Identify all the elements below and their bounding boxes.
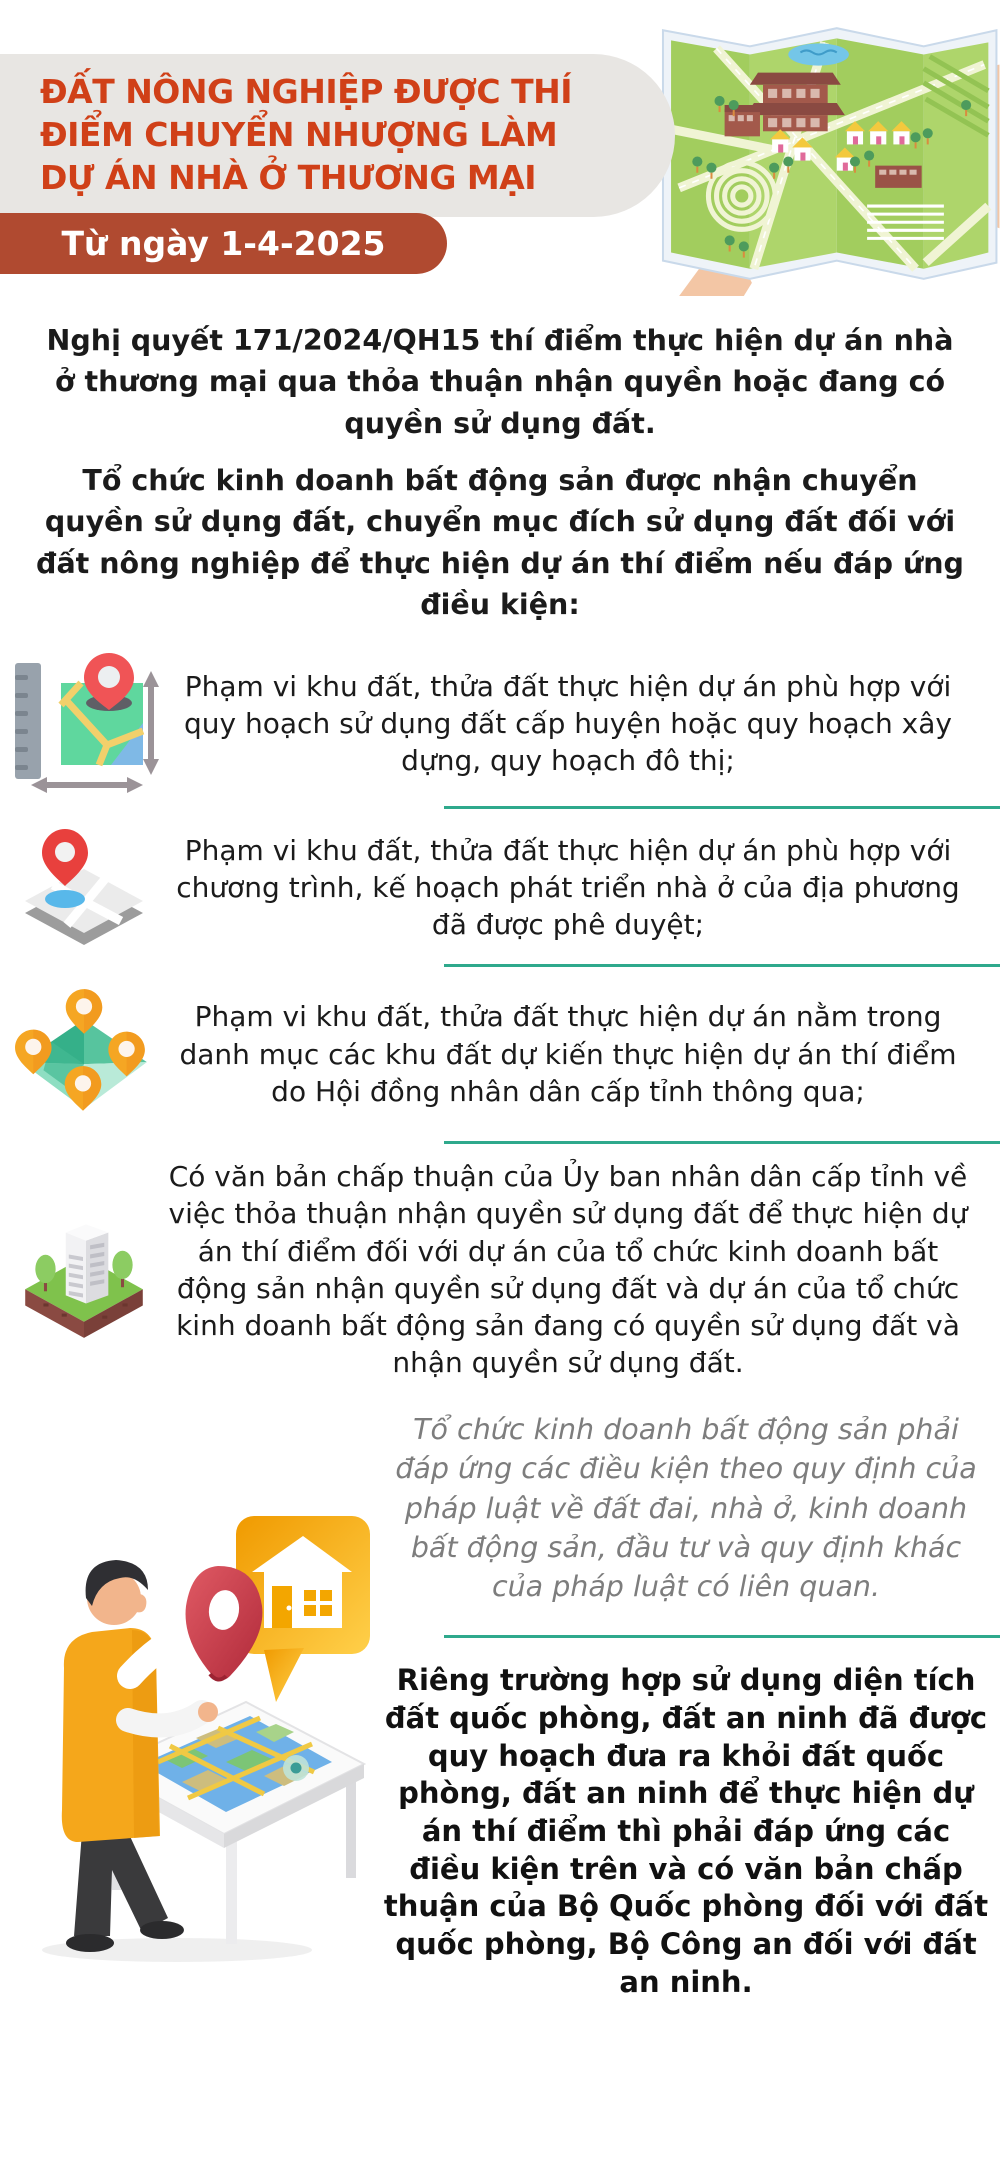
condition-item-3 xyxy=(0,983,1000,1125)
bold-note: Riêng trường hợp sử dụng diện tích đất quốc phòng, đất an ninh đã được quy hoạch đưa ra khỏi đất quốc phòng, đất an ninh để thực hiện dự án thí điểm thì phải đáp ứng các điều kiện trên và có văn bản chấp thuận của Bộ Quốc phòng đối với đất quốc phòng, Bộ Công an đối với đất an ninh. xyxy=(383,1663,989,1999)
intro-paragraph-1: Nghị quyết 171/2024/QH15 thí điểm thực hiện dự án nhà ở thương mại qua thỏa thuận nhận quyền hoặc đang có quyền sử dụng đất. xyxy=(46,324,954,440)
building-plot-icon xyxy=(0,1196,168,1344)
separator-line xyxy=(444,1635,1000,1638)
terrain-pins-icon xyxy=(0,983,168,1125)
hands-holding-city-map-illustration xyxy=(620,8,1000,296)
man-placing-pin-on-map-table-illustration xyxy=(12,1506,384,1966)
separator-line xyxy=(444,964,1000,967)
notes-section xyxy=(0,1410,1000,2170)
condition-text-1: Phạm vi khu đất, thửa đất thực hiện dự án phù hợp với quy hoạch sử dụng đất cấp huyện hoặc quy hoạch xây dựng, quy hoạch đô thị; xyxy=(184,669,952,778)
page-title: ĐẤT NÔNG NGHIỆP ĐƯỢC THÍ ĐIỂM CHUYỂN NHƯỢNG LÀM DỰ ÁN NHÀ Ở THƯƠNG MẠI xyxy=(40,72,573,197)
date-badge-label: Từ ngày 1-4-2025 xyxy=(61,224,386,263)
header xyxy=(0,0,1000,302)
date-badge xyxy=(0,213,447,274)
title-bubble xyxy=(0,54,675,217)
italic-note: Tổ chức kinh doanh bất động sản phải đáp ứng các điều kiện theo quy định của pháp luật về đất đai, nhà ở, kinh doanh bất động sản, đầu tư và quy định khác của pháp luật có liên quan. xyxy=(395,1413,977,1604)
condition-text-2: Phạm vi khu đất, thửa đất thực hiện dự án phù hợp với chương trình, kế hoạch phát triển nhà ở của địa phương đã được phê duyệt; xyxy=(176,833,960,942)
condition-item-1 xyxy=(0,651,1000,796)
separator-line xyxy=(444,1141,1000,1144)
map-ruler-pin-icon xyxy=(0,651,168,796)
folded-map-pin-icon xyxy=(0,825,168,950)
condition-item-2 xyxy=(0,825,1000,950)
condition-item-4 xyxy=(0,1158,1000,1381)
condition-text-3: Phạm vi khu đất, thửa đất thực hiện dự án nằm trong danh mục các khu đất dự kiến thực hiện dự án thí điểm do Hội đồng nhân dân cấp tỉnh thông qua; xyxy=(179,1000,957,1108)
intro-paragraph-2: Tổ chức kinh doanh bất động sản được nhận chuyển quyền sử dụng đất, chuyển mục đích sử dụng đất đối với đất nông nghiệp để thực hiện dự án thí điểm nếu đáp ứng điều kiện: xyxy=(36,463,964,621)
condition-text-4: Có văn bản chấp thuận của Ủy ban nhân dân cấp tỉnh về việc thỏa thuận nhận quyền sử dụng đất để thực hiện dự án thí điểm đối với dự án của tổ chức kinh doanh bất động sản nhận quyền sử dụng đất và dự án của tổ chức kinh doanh bất động sản đang có quyền sử dụng đất và nhận quyền sử dụng đất. xyxy=(168,1160,968,1380)
separator-line xyxy=(444,806,1000,809)
